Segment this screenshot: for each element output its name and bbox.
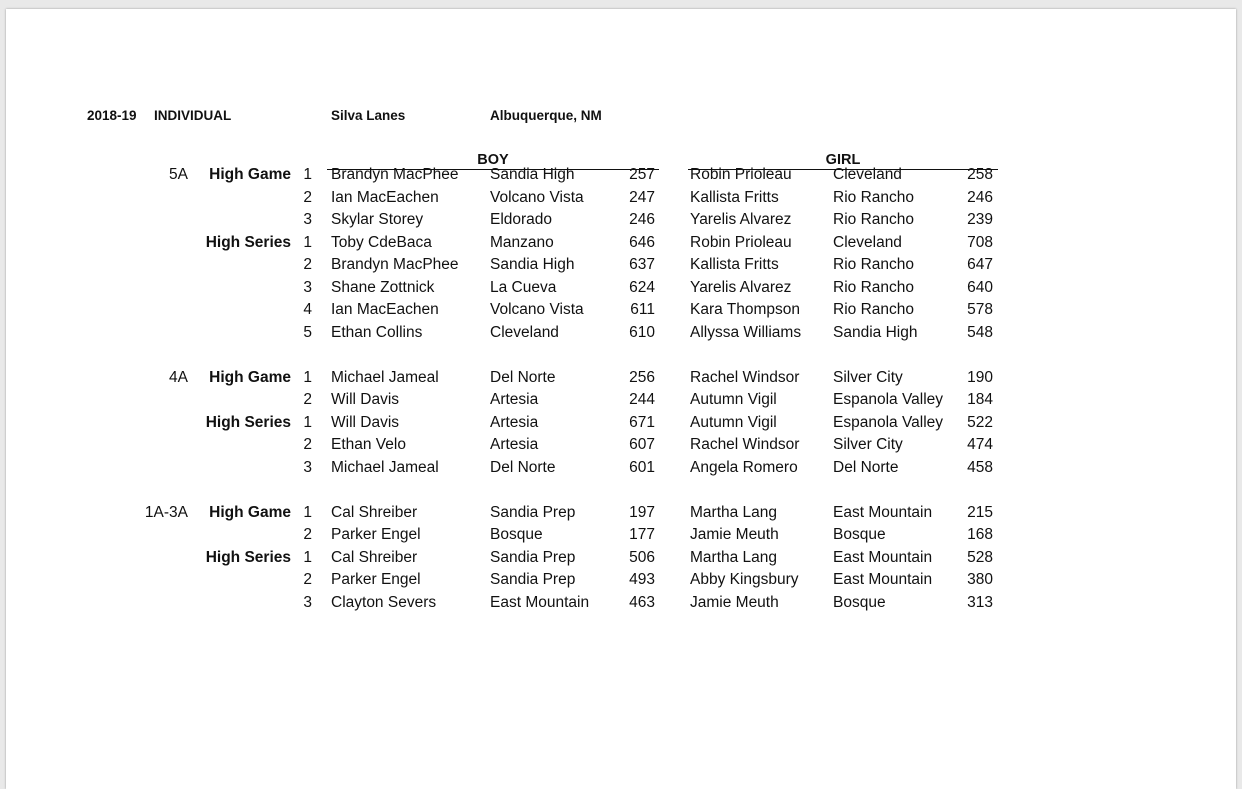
boy-name-cell: Ethan Collins xyxy=(331,323,423,341)
girl-score-cell: 522 xyxy=(967,413,993,431)
girl-name-cell: Robin Prioleau xyxy=(690,233,792,251)
girl-score-cell: 380 xyxy=(967,571,993,588)
boy-score-cell: 247 xyxy=(629,188,655,206)
division-label: 5A xyxy=(169,166,188,183)
boy-name-cell: Brandyn MacPhee xyxy=(331,256,459,273)
category-label: High Series xyxy=(205,548,291,566)
boy-score-cell: 607 xyxy=(629,436,655,453)
girl-name-cell: Jamie Meuth xyxy=(690,526,779,543)
girl-school-cell: Silver City xyxy=(833,436,903,453)
boy-name-cell: Skylar Storey xyxy=(331,211,424,228)
girl-school-cell: Cleveland xyxy=(833,233,902,251)
table-row xyxy=(6,299,1236,322)
girl-school-cell: Rio Rancho xyxy=(833,211,914,228)
girl-name-cell: Rachel Windsor xyxy=(690,436,800,453)
report-type-label: INDIVIDUAL xyxy=(154,108,232,123)
boy-name-cell: Cal Shreiber xyxy=(331,548,418,566)
girl-score-cell: 168 xyxy=(967,526,993,543)
division-spacer xyxy=(6,344,1236,367)
table-row xyxy=(6,187,1236,210)
boy-score-cell: 246 xyxy=(629,211,655,228)
girl-school-cell: Bosque xyxy=(833,593,886,611)
boy-school-cell: Artesia xyxy=(490,391,539,408)
rank-cell: 4 xyxy=(303,301,312,318)
girl-school-cell: Del Norte xyxy=(833,458,899,476)
girl-name-cell: Yarelis Alvarez xyxy=(690,211,792,228)
category-label: High Game xyxy=(209,166,291,183)
boy-school-cell: Cleveland xyxy=(490,323,559,341)
girl-score-cell: 184 xyxy=(967,391,993,408)
rank-cell: 3 xyxy=(303,593,312,611)
division-spacer xyxy=(6,479,1236,502)
boy-school-cell: Manzano xyxy=(490,233,554,251)
boy-school-cell: Sandia Prep xyxy=(490,503,576,521)
boy-name-cell: Will Davis xyxy=(331,413,400,431)
girl-name-cell: Abby Kingsbury xyxy=(690,571,799,588)
rank-cell: 5 xyxy=(303,323,312,341)
girl-name-cell: Allyssa Williams xyxy=(690,323,802,341)
boy-school-cell: Volcano Vista xyxy=(490,301,584,318)
boy-school-cell: Bosque xyxy=(490,526,543,543)
girl-score-cell: 708 xyxy=(967,233,993,251)
girl-score-cell: 215 xyxy=(967,503,993,521)
boy-score-cell: 244 xyxy=(629,391,655,408)
rank-cell: 2 xyxy=(303,571,312,588)
boy-school-cell: Eldorado xyxy=(490,211,553,228)
boy-school-cell: Sandia Prep xyxy=(490,571,576,588)
boy-name-cell: Parker Engel xyxy=(331,526,421,543)
boy-name-cell: Shane Zottnick xyxy=(331,278,435,296)
category-label: High Series xyxy=(205,233,291,251)
girl-score-cell: 313 xyxy=(967,593,993,611)
girl-school-cell: Espanola Valley xyxy=(833,413,944,431)
girl-school-cell: East Mountain xyxy=(833,571,933,588)
girl-name-cell: Yarelis Alvarez xyxy=(690,278,792,296)
boy-name-cell: Parker Engel xyxy=(331,571,421,588)
boy-name-cell: Michael Jameal xyxy=(331,458,439,476)
rank-cell: 3 xyxy=(303,278,312,296)
table-row xyxy=(6,164,1236,187)
boy-name-cell: Toby CdeBaca xyxy=(331,233,432,251)
boy-school-cell: Sandia High xyxy=(490,166,575,183)
table-row xyxy=(6,277,1236,300)
rank-cell: 3 xyxy=(303,211,312,228)
girl-score-cell: 246 xyxy=(967,188,993,206)
boy-name-cell: Will Davis xyxy=(331,391,400,408)
division-label: 1A-3A xyxy=(144,503,188,521)
girl-score-cell: 640 xyxy=(967,278,993,296)
girl-name-cell: Kallista Fritts xyxy=(690,256,779,273)
table-row xyxy=(6,412,1236,435)
boy-score-cell: 671 xyxy=(629,413,655,431)
rank-cell: 2 xyxy=(303,391,312,408)
rank-cell: 2 xyxy=(303,188,312,206)
girl-name-cell: Autumn Vigil xyxy=(690,413,777,431)
boy-name-cell: Cal Shreiber xyxy=(331,503,418,521)
girl-score-cell: 578 xyxy=(967,301,993,318)
girl-name-cell: Martha Lang xyxy=(690,548,778,566)
boy-name-cell: Clayton Severs xyxy=(331,593,437,611)
table-row xyxy=(6,547,1236,570)
category-label: High Game xyxy=(209,368,291,386)
rank-cell: 3 xyxy=(303,458,312,476)
table-row xyxy=(6,569,1236,592)
boy-score-cell: 177 xyxy=(629,526,655,543)
rank-cell: 2 xyxy=(303,436,312,453)
boy-score-cell: 637 xyxy=(629,256,655,273)
boy-name-cell: Brandyn MacPhee xyxy=(331,166,459,183)
girl-score-cell: 548 xyxy=(967,323,993,341)
boy-name-cell: Ian MacEachen xyxy=(331,188,439,206)
boy-school-cell: Sandia Prep xyxy=(490,548,576,566)
girl-name-cell: Martha Lang xyxy=(690,503,778,521)
girl-column-heading: GIRL xyxy=(825,152,861,168)
boy-score-cell: 646 xyxy=(629,233,655,251)
boy-name-cell: Ian MacEachen xyxy=(331,301,439,318)
rank-cell: 1 xyxy=(303,413,312,431)
girl-school-cell: Rio Rancho xyxy=(833,256,914,273)
boy-school-cell: La Cueva xyxy=(490,278,557,296)
girl-name-cell: Jamie Meuth xyxy=(690,593,779,611)
table-row xyxy=(6,524,1236,547)
rank-cell: 1 xyxy=(303,368,312,386)
girl-school-cell: Cleveland xyxy=(833,166,902,183)
boy-score-cell: 493 xyxy=(629,571,655,588)
rank-cell: 1 xyxy=(303,503,312,521)
venue-label: Silva Lanes xyxy=(331,108,406,123)
table-row xyxy=(6,592,1236,615)
table-row xyxy=(6,389,1236,412)
boy-name-cell: Michael Jameal xyxy=(331,368,439,386)
girl-school-cell: East Mountain xyxy=(833,503,933,521)
boy-score-cell: 610 xyxy=(629,323,655,341)
category-label: High Series xyxy=(205,413,291,431)
table-row xyxy=(6,232,1236,255)
girl-score-cell: 528 xyxy=(967,548,993,566)
girl-name-cell: Angela Romero xyxy=(690,458,798,476)
girl-school-cell: Silver City xyxy=(833,368,903,386)
girl-school-cell: East Mountain xyxy=(833,548,933,566)
boy-score-cell: 624 xyxy=(629,278,655,296)
girl-school-cell: Bosque xyxy=(833,526,886,543)
girl-school-cell: Rio Rancho xyxy=(833,188,914,206)
table-row xyxy=(6,502,1236,525)
boy-school-cell: Volcano Vista xyxy=(490,188,584,206)
girl-score-cell: 458 xyxy=(967,458,993,476)
table-row xyxy=(6,254,1236,277)
table-row xyxy=(6,209,1236,232)
boy-school-cell: Artesia xyxy=(490,413,539,431)
rank-cell: 1 xyxy=(303,233,312,251)
boy-school-cell: Del Norte xyxy=(490,458,556,476)
boy-school-cell: Del Norte xyxy=(490,368,556,386)
boy-score-cell: 601 xyxy=(629,458,655,476)
rank-cell: 1 xyxy=(303,166,312,183)
table-row xyxy=(6,457,1236,480)
boy-score-cell: 506 xyxy=(629,548,655,566)
boy-score-cell: 197 xyxy=(629,503,655,521)
girl-name-cell: Robin Prioleau xyxy=(690,166,792,183)
girl-score-cell: 258 xyxy=(967,166,993,183)
document-page xyxy=(6,9,1236,789)
girl-name-cell: Kallista Fritts xyxy=(690,188,779,206)
boy-score-cell: 256 xyxy=(629,368,655,386)
boy-school-cell: Sandia High xyxy=(490,256,575,273)
girl-name-cell: Rachel Windsor xyxy=(690,368,800,386)
girl-score-cell: 190 xyxy=(967,368,993,386)
category-label: High Game xyxy=(209,503,291,521)
season-label: 2018-19 xyxy=(87,108,137,123)
city-label: Albuquerque, NM xyxy=(490,108,602,123)
boy-column-heading: BOY xyxy=(477,152,509,168)
boy-score-cell: 463 xyxy=(629,593,655,611)
rank-cell: 1 xyxy=(303,548,312,566)
girl-name-cell: Autumn Vigil xyxy=(690,391,777,408)
rank-cell: 2 xyxy=(303,526,312,543)
boy-score-cell: 257 xyxy=(629,166,655,183)
girl-name-cell: Kara Thompson xyxy=(690,301,800,318)
division-label: 4A xyxy=(169,368,188,386)
girl-school-cell: Espanola Valley xyxy=(833,391,944,408)
girl-school-cell: Rio Rancho xyxy=(833,278,914,296)
rank-cell: 2 xyxy=(303,256,312,273)
results-table xyxy=(6,164,1236,614)
girl-score-cell: 239 xyxy=(967,211,993,228)
girl-score-cell: 647 xyxy=(967,256,993,273)
boy-score-cell: 611 xyxy=(630,301,655,318)
boy-school-cell: Artesia xyxy=(490,436,539,453)
girl-school-cell: Sandia High xyxy=(833,323,918,341)
table-row xyxy=(6,434,1236,457)
table-row xyxy=(6,322,1236,345)
boy-name-cell: Ethan Velo xyxy=(331,436,406,453)
girl-score-cell: 474 xyxy=(967,436,993,453)
table-row xyxy=(6,367,1236,390)
girl-school-cell: Rio Rancho xyxy=(833,301,914,318)
boy-school-cell: East Mountain xyxy=(490,593,590,611)
